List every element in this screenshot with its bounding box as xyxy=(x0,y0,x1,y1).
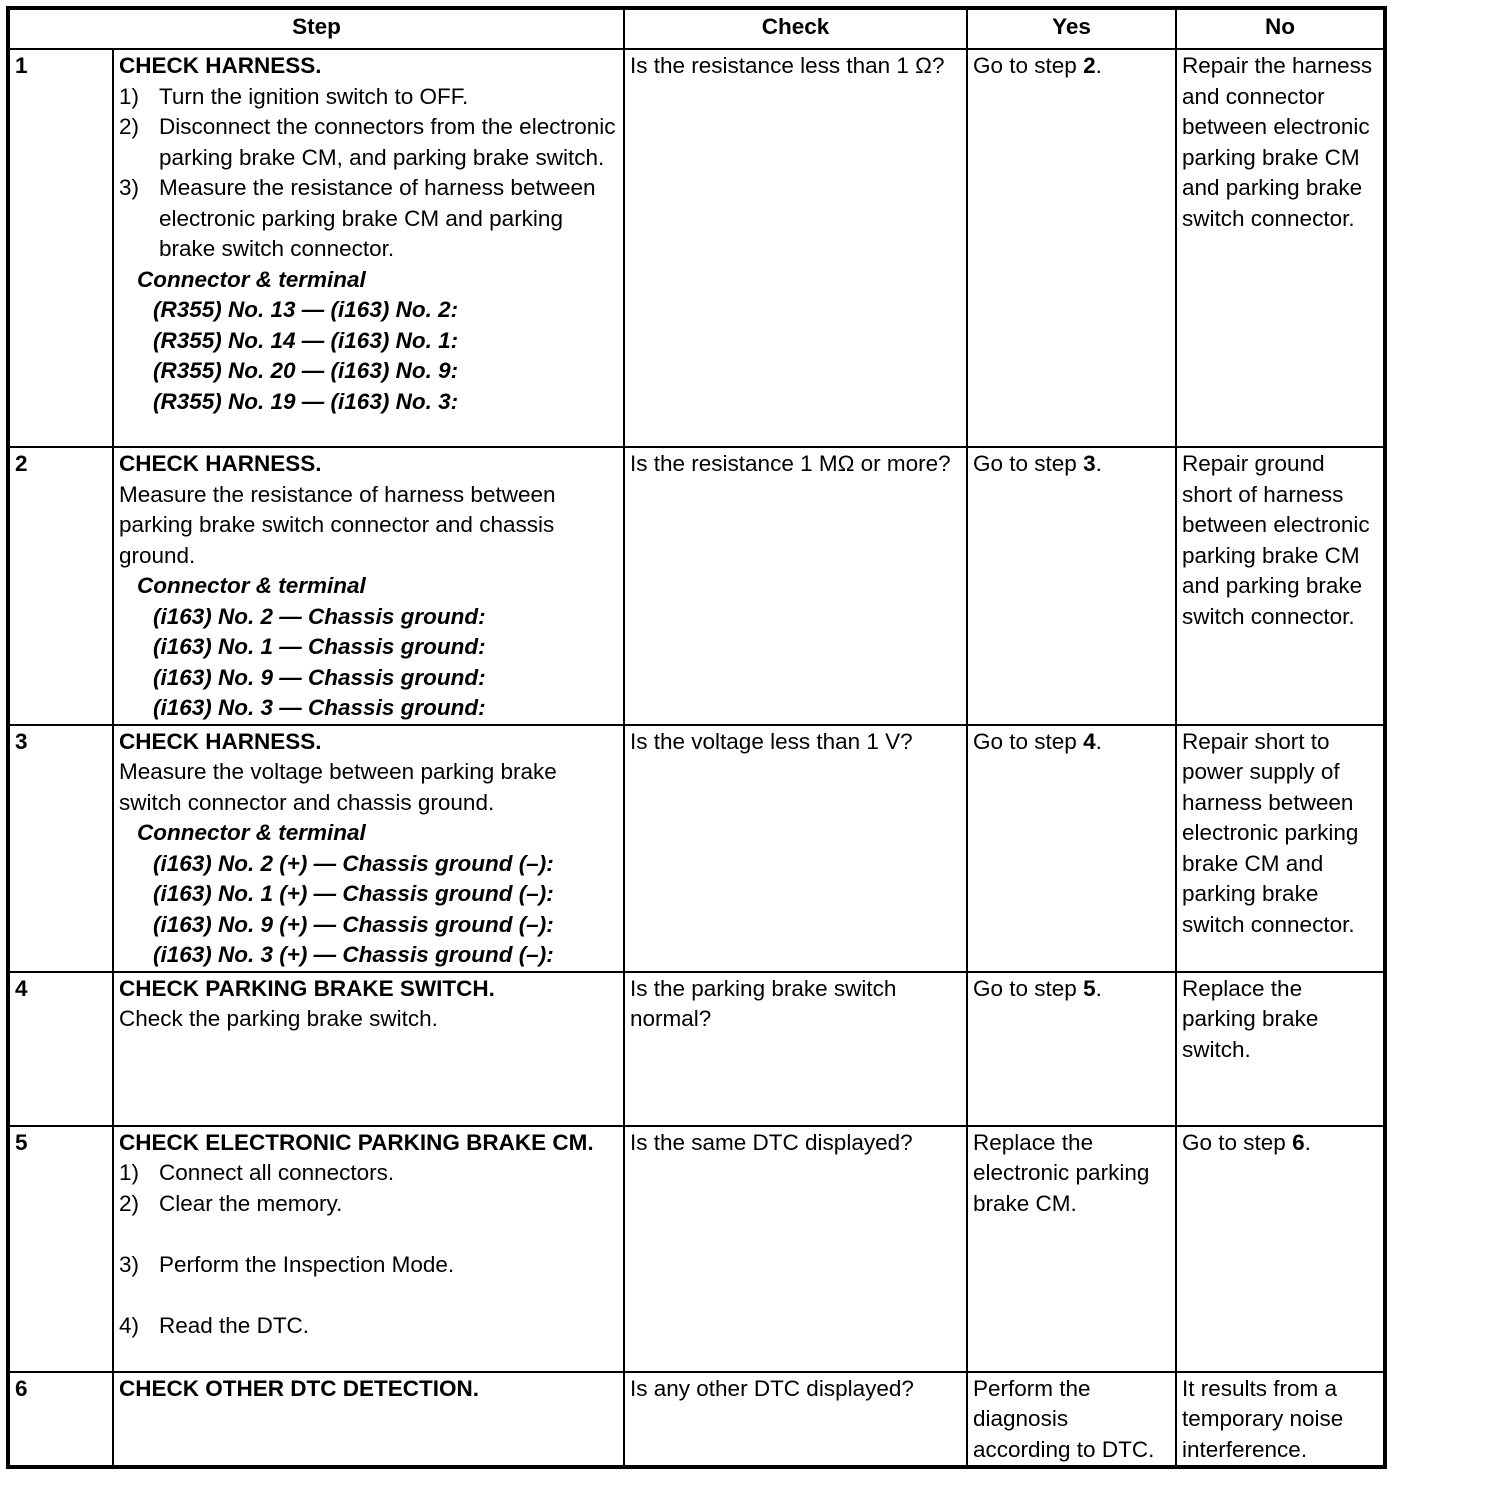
step-cell xyxy=(113,447,624,725)
connector-terminal-spec: (R355) No. 14 — (i163) No. 1: xyxy=(153,327,459,353)
step-number: 2 xyxy=(8,447,113,725)
header-no: No xyxy=(1176,8,1385,49)
check-cell: Is the same DTC displayed? xyxy=(624,1126,967,1372)
table-row xyxy=(8,1126,1385,1372)
header-step: Step xyxy=(8,8,624,49)
step-substep: 3) Perform the Inspection Mode. xyxy=(119,1251,455,1277)
connector-terminal-spec: (R355) No. 19 — (i163) No. 3: xyxy=(153,388,459,414)
no-cell: It results from a temporary noise interference. xyxy=(1176,1372,1385,1468)
diagnostic-procedure-table xyxy=(6,6,1387,1469)
step-reference: 4 xyxy=(1083,728,1096,754)
connector-terminal-spec: (i163) No. 2 (+) — Chassis ground (–): xyxy=(153,850,554,876)
step-substep: 2) Clear the memory. xyxy=(119,1190,343,1216)
connector-terminal-spec: (i163) No. 3 (+) — Chassis ground (–): xyxy=(153,942,554,967)
check-cell: Is the resistance less than 1 Ω? xyxy=(624,49,967,447)
table-row xyxy=(8,725,1385,972)
step-substep: 2) Disconnect the connectors from the electronic parking brake CM, and parking brake switch. xyxy=(119,114,616,170)
check-cell: Is the voltage less than 1 V? xyxy=(624,725,967,972)
connector-terminal-spec: (i163) No. 1 — Chassis ground: xyxy=(153,634,486,659)
step-number: 1 xyxy=(8,49,113,447)
no-cell: Repair ground short of harness between electronic parking brake CM and parking brake switch connector. xyxy=(1176,447,1385,725)
table-header-row xyxy=(8,8,1385,49)
no-cell: Go to step 6. xyxy=(1176,1126,1385,1372)
connector-terminal-spec: (R355) No. 13 — (i163) No. 2: xyxy=(153,297,459,322)
step-number: 4 xyxy=(8,972,113,1126)
step-substep: 1) Turn the ignition switch to OFF. xyxy=(119,83,469,109)
header-yes: Yes xyxy=(967,8,1176,49)
connector-terminal-spec: (i163) No. 2 — Chassis ground: xyxy=(153,603,486,629)
spacer xyxy=(119,1280,618,1311)
step-reference: 6 xyxy=(1292,1129,1305,1155)
no-cell: Repair short to power supply of harness between electronic parking brake CM and parking brake switch connector. xyxy=(1176,725,1385,972)
connector-terminal-spec: (R355) No. 20 — (i163) No. 9: xyxy=(153,358,459,383)
step-reference: 3 xyxy=(1083,451,1096,476)
step-number: 6 xyxy=(8,1372,113,1468)
step-cell xyxy=(113,49,624,447)
step-reference: 2 xyxy=(1083,53,1096,78)
table-row xyxy=(8,972,1385,1126)
yes-cell: Go to step 5. xyxy=(967,972,1176,1126)
yes-cell: Perform the diagnosis according to DTC. xyxy=(967,1372,1176,1468)
step-instruction: Check the parking brake switch. xyxy=(119,1006,438,1031)
step-reference: 5 xyxy=(1083,975,1096,1001)
no-cell: Replace the parking brake switch. xyxy=(1176,972,1385,1126)
spacer xyxy=(119,1219,618,1250)
yes-cell: Go to step 2. xyxy=(967,49,1176,447)
step-title: CHECK ELECTRONIC PARKING BRAKE CM. xyxy=(119,1129,594,1155)
check-cell: Is any other DTC displayed? xyxy=(624,1372,967,1468)
step-title: CHECK OTHER DTC DETECTION. xyxy=(119,1375,479,1401)
check-cell: Is the parking brake switch normal? xyxy=(624,972,967,1126)
yes-cell: Replace the electronic parking brake CM. xyxy=(967,1126,1176,1372)
step-cell xyxy=(113,1372,624,1468)
step-substep: 1) Connect all connectors. xyxy=(119,1160,395,1185)
connector-terminal-spec: (i163) No. 9 — Chassis ground: xyxy=(153,664,486,690)
connector-terminal-spec: (i163) No. 1 (+) — Chassis ground (–): xyxy=(153,881,554,906)
step-title: CHECK PARKING BRAKE SWITCH. xyxy=(119,975,495,1001)
connector-terminal-heading: Connector & terminal xyxy=(137,573,366,598)
no-cell: Repair the harness and connector between electronic parking brake CM and parking brake switch connector. xyxy=(1176,49,1385,447)
step-number: 3 xyxy=(8,725,113,972)
step-cell xyxy=(113,725,624,972)
connector-terminal-heading: Connector & terminal xyxy=(137,820,366,845)
step-number: 5 xyxy=(8,1126,113,1372)
step-title: CHECK HARNESS. xyxy=(119,451,322,476)
connector-terminal-heading: Connector & terminal xyxy=(137,266,366,292)
yes-cell: Go to step 4. xyxy=(967,725,1176,972)
table-row xyxy=(8,49,1385,447)
step-instruction: Measure the voltage between parking brake switch connector and chassis ground. xyxy=(119,759,557,815)
connector-terminal-spec: (i163) No. 9 (+) — Chassis ground (–): xyxy=(153,911,554,937)
step-instruction: Measure the resistance of harness between parking brake switch connector and chassis ground. xyxy=(119,481,556,568)
yes-cell: Go to step 3. xyxy=(967,447,1176,725)
step-cell xyxy=(113,972,624,1126)
table-row xyxy=(8,447,1385,725)
step-cell xyxy=(113,1126,624,1372)
step-substep: 4) Read the DTC. xyxy=(119,1312,310,1338)
step-title: CHECK HARNESS. xyxy=(119,53,322,78)
header-check: Check xyxy=(624,8,967,49)
step-substep: 3) Measure the resistance of harness between electronic parking brake CM and parking brake switch connector. xyxy=(119,175,596,261)
table-row xyxy=(8,1372,1385,1468)
step-title: CHECK HARNESS. xyxy=(119,728,322,754)
check-cell: Is the resistance 1 MΩ or more? xyxy=(624,447,967,725)
connector-terminal-spec: (i163) No. 3 — Chassis ground: xyxy=(153,695,486,720)
